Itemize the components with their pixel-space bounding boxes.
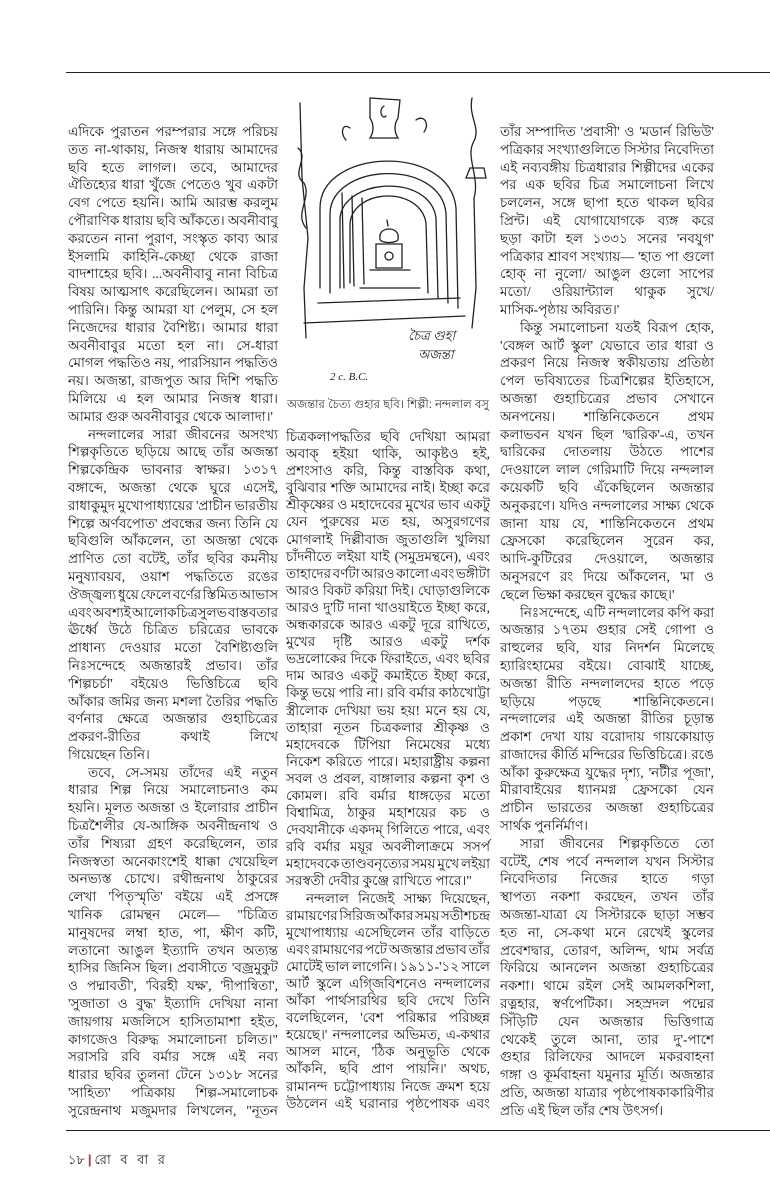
text-line: হয়নি। মূলত অজন্তা ও ইলোরার প্রাচীন [68, 800, 278, 816]
paragraph [68, 123, 278, 426]
text-line: সরাসরি রবি বর্মার সঙ্গে এই নব্য [68, 1049, 278, 1065]
text-line: ভদ্রলোকের দিকে ফিরাইতে, এবং ছবির [286, 651, 490, 667]
text-line: অজন্তা-যাত্রা যে সিস্টারকে ছাড়া সম্ভব [500, 907, 714, 923]
text-column-1 [68, 123, 278, 1120]
text-line: আসল মানে, 'ঠিক অনুভূতি থেকে [286, 1044, 490, 1060]
sketch-inscription: চৈত্র গুহা [408, 328, 456, 343]
text-line: হোক্ না নুলো/ আঙুল গুলো সাপের [500, 266, 714, 282]
text-line: বঙ্গাব্দে, অজন্তা থেকে ঘুরে এসেই, [68, 479, 278, 495]
text-line: দেওয়ালে লাল গেরিমাটি দিয়ে নন্দলাল [500, 462, 714, 478]
text-line: ঊর্ধ্বে উঠে চিত্রিত চরিত্রের ভাবকে [68, 622, 278, 638]
text-line: পারিনি। কিন্তু আমরা যা পেলুম, সে হল [68, 301, 278, 317]
page-footer [68, 1151, 168, 1172]
text-line: আমার গুরু অবনীবাবুর থেকে আলাদা।' [68, 408, 273, 424]
text-line: চাঁদনীতে লইয়া যাই (সমুদ্রমন্থনে), এবং [286, 548, 490, 564]
magazine-name: রো ব বা র [94, 1152, 168, 1167]
text-line: প্রকরণ নিয়ে নিজস্ব স্বকীয়তায় প্রতিষ্ঠা [500, 355, 714, 371]
text-line: রত্নহার, স্বর্ণপেটিকা। সহস্রদল পদ্মের [500, 996, 714, 1012]
text-line: সিঁড়িটি যেন অজন্তার ভিত্তিগাত্র [500, 1013, 714, 1029]
text-line: সুরেন্দ্রনাথ মজুমদার লিখলেন, "নূতন [68, 1102, 278, 1118]
text-line: জায়গায় মজলিসে হাসিতামাশা হইত, [68, 1013, 278, 1029]
text-line: আঁকার জমির জন্য মশলা তৈরির পদ্ধতি [68, 693, 278, 709]
text-line: আরও বিকট করিয়া দিই। ঘোড়াগুলিকে [286, 582, 490, 598]
text-line: নিবেদিতার নিজের হাতে গড়া [500, 871, 714, 887]
text-line: সার্থক পুনর্নির্মাণ। [500, 818, 588, 834]
text-line: প্রকরণ-রীতির কথাই লিখে [68, 729, 278, 745]
text-line: ছবি হতে লাগল। তবে, আমাদের [68, 159, 278, 175]
text-line: আঁকা কুরুক্ষেত্র যুদ্ধের দৃশ্য, 'নটীর পূজা', [500, 764, 714, 780]
text-line: বাদশাহের ছবি। ...অবনীবাবু নানা বিচিত্র [68, 266, 278, 282]
text-line: কলাভবন যখন ছিল 'দ্বারিক'-এ, তখন [500, 426, 714, 442]
text-line: ফ্রেসকো করেছিলেন সুরেন কর, [500, 533, 714, 549]
text-line: দেবযানীকে একদম্ গিলিতে পারে, এবং [286, 822, 490, 838]
text-line: প্রাচীন ভারতের অজন্তা গুহাচিত্রের [500, 800, 714, 816]
text-line: অবনীবাবুর মতো হল না। সে-ধারা [68, 337, 278, 353]
text-line: অনুসরণে রং দিয়ে আঁকলেন, 'মা ও [500, 568, 714, 584]
text-line: সরস্বতী দেবীর কুঞ্জে রাখিতে পারে।" [286, 873, 472, 889]
text-line: আরও দু'টি দানা খাওয়াইতে ইচ্ছা করে, [286, 599, 490, 615]
text-line: অনুকরণে। যদিও নন্দলালের সাক্ষ্য থেকে [500, 497, 714, 513]
text-line: প্রাণিত তো বটেই, তাঁর ছবির কমনীয় [68, 551, 278, 567]
text-line: তাহারা নূতন চিত্রকলার শ্রীকৃষ্ণ ও [286, 719, 490, 735]
text-line: ছবিগুলি আঁকলেন, তা অজন্তা থেকে [68, 533, 278, 549]
text-line: পেল ভবিষ্যতের চিত্রশিল্পের ইতিহাসে, [500, 373, 714, 389]
text-line: শিল্পকেন্দ্রিক ভাবনার স্বাক্ষর। ১৩১৭ [68, 462, 278, 478]
paragraph [500, 835, 714, 1120]
text-line: দাম আরও একটু কমাইতে ইচ্ছা করে, [286, 668, 490, 684]
text-line: আর্ট স্কুলে এগ্জিবিশনেও নন্দলালের [286, 976, 490, 991]
text-line: হাসির জিনিস ছিল। প্রবাসীতে 'বজ্রমুকুট [68, 960, 278, 976]
text-line: 'সাহিত্য' পত্রিকায় শিল্প-সমালোচক [68, 1085, 278, 1101]
text-line: এবং রামায়ণের পটে অজন্তার প্রভাব তাঁর [286, 941, 491, 957]
text-line: দ্বারিকের দোতলায় উঠতে পাশের [500, 444, 714, 460]
text-line: অজন্তা গুহাচিত্রের প্রভাব সেখানে [500, 390, 714, 406]
text-line: চললেন, সঙ্গে ছাপা হতে থাকল ছবির [500, 195, 714, 211]
text-line: নন্দলাল নিজেই সাক্ষ্য দিয়েছেন, [306, 890, 490, 906]
text-line: মোগল পদ্ধতিও নয়, পারসিয়ান পদ্ধতিও [68, 355, 278, 371]
text-line: ও পদ্মাবতী', 'বিরহী যক্ষ', 'দীপান্বিতা', [68, 978, 278, 994]
text-line: কিন্তু সমালোচনা যতই বিরূপ হোক, [520, 319, 714, 335]
text-line: উঠলেন এই ঘরানার পৃষ্ঠপোষক এবং [286, 1095, 490, 1111]
text-column-3 [500, 123, 714, 1120]
text-line: মতো/ ওরিয়ান্ট্যাল থাকুক সুখে/ [500, 284, 714, 300]
text-line: 'বেঙ্গল আর্ট স্কুল' যেভাবে তার ধারা ও [500, 337, 714, 353]
text-line: রাজাদের কীর্তি মন্দিরের ভিত্তিচিত্রে। রঙে [500, 746, 714, 762]
text-line: তাহাদের বর্ণটা আরও কালো এবং ভঙ্গীটা [286, 565, 490, 581]
text-line: তত না-থাকায়, নিজস্ব ধারায় আমাদের [68, 141, 278, 157]
text-line: প্রাধান্য দেওয়ার মতো বৈশিষ্ট্যগুলি [68, 640, 278, 656]
sketch-illustration [290, 88, 495, 393]
text-line: মোটেই ভাল লাগেনি। ১৯১১-'১২ সালে [286, 958, 490, 974]
text-line: আঁকনি, ছবি প্রাণ পায়নি।' অথচ, [286, 1061, 490, 1077]
text-line: হয়েছে।' নন্দলালের অভিমত, এ-কথার [286, 1027, 490, 1043]
text-line: মনুষ্যাবয়ব, ওয়াশ পদ্ধতিতে রঙের [68, 568, 278, 584]
text-line: প্রবেশদ্বার, তোরণ, অলিন্দ, থাম সর্বত্র [500, 942, 714, 958]
text-line: লেখা 'পিতৃস্মৃতি' বইয়ে এই প্রসঙ্গে [68, 889, 278, 905]
text-line: মুখের দৃষ্টি আরও একটু দর্শক [286, 634, 490, 650]
text-line: গুহার রিলিফের আদলে মকরবাহনা [500, 1049, 714, 1065]
text-line: ইসলামি কাহিনি-কেচ্ছা থেকে রাজা [68, 248, 278, 264]
text-line: চিত্রশৈলীর যে-আঙ্গিক অবনীন্দ্রনাথ ও [68, 818, 278, 834]
text-line: বটেই, শেষ পর্বে নন্দলাল যখন সিস্টার [500, 853, 714, 869]
paragraph [286, 890, 490, 1112]
text-line: খানিক রোমন্থন মেলে— "চিত্রিত [68, 907, 278, 923]
text-line: রাহুলের ছবি, যার নিদর্শন মিলেছে [500, 640, 714, 656]
text-line: মোগলাই দিল্লীবাজ জুতাগুলি খুলিয়া [286, 531, 490, 547]
figure-caption: অজন্তার চৈত্য গুহার ছবি। শিল্পী: নন্দলাল বসু [287, 399, 489, 411]
paragraph [500, 319, 714, 604]
text-line: গঙ্গা ও কূর্মবাহনা যমুনার মূর্তি। অজন্তার [500, 1067, 714, 1083]
paragraph [68, 764, 278, 1120]
text-line: এবং অবশ্যই আলোকচিত্রসুলভ বাস্তবতার [68, 604, 278, 620]
paragraph [500, 123, 714, 319]
text-line: তাঁর সম্পাদিত 'প্রবাসী' ও 'মডার্ন রিভিউ' [500, 124, 714, 139]
text-line: ঔজ্জ্বল্য ধুয়ে ফেলে বর্ণের স্তিমিত আভাস [68, 586, 278, 602]
text-line: সবল ও প্রবল, বাঙ্গালার কল্পনা কৃশ ও [286, 770, 490, 786]
text-line: বিষয় আত্মসাৎ করেছিলেন। আমরা তা [68, 284, 278, 300]
text-line: গিয়েছেন তিনি। [68, 746, 150, 762]
text-line: হ্যারিংহামের বইয়ে। বোঝাই যাচ্ছে, [500, 657, 714, 673]
text-line: কোমল। রবি বর্মার ধাঙ্গড়ের মতো [286, 787, 490, 803]
text-column-2 [286, 428, 490, 1112]
text-line: লতানো আঙুল ইত্যাদি তখন অত্যন্ত [68, 942, 278, 958]
text-line: কিন্তু ভয়ে পারি না। রবি বর্মার কাঠখোট্টা [286, 685, 490, 701]
text-line: আঁকা পার্থসারথির ছবি দেখে তিনি [286, 993, 490, 1009]
text-line: বর্ণনার ক্ষেত্রে অজন্তার গুহাচিত্রের [68, 711, 278, 727]
text-line: তবে, সে-সময় তাঁদের এই নতুন [88, 764, 278, 780]
text-line: স্ত্রীলোক দেখিয়া ভয় হয়! মনে হয় যে, [286, 702, 490, 718]
text-line: রাধাকুমুদ মুখোপাধ্যায়ের 'প্রাচীন ভারতীয় [68, 497, 278, 513]
text-line: অনভ্যস্ত চোখে। রথীন্দ্রনাথ ঠাকুরের [68, 871, 278, 887]
text-line: এদিকে পুরাতন পরম্পরার সঙ্গে পরিচয় [68, 124, 278, 139]
text-line: প্রিন্ট। এই যোগাযোগকে ব্যঙ্গ করে [500, 212, 714, 228]
text-line: ফিরিয়ে আনলেন অজন্তা গুহাচিত্রের [500, 960, 714, 976]
text-line: 'সুজাতা ও বুদ্ধ' ইত্যাদি দেখিয়া নানা [68, 996, 278, 1012]
text-line: জানা যায় যে, শান্তিনিকেতনে প্রথম [500, 515, 714, 531]
text-line: করতেন নানা পুরাণ, সংস্কৃত কাব্য আর [68, 230, 278, 246]
paragraph [68, 426, 278, 764]
text-line: মহাদেবকে তাণ্ডবনৃত্যের সময় মুখে লইয়া [286, 856, 490, 872]
text-line: 'শিল্পচর্চা' বইয়েও ভিত্তিচিত্রে ছবি [68, 675, 278, 691]
text-line: বলেছিলেন, 'বেশ পরিষ্কার পরিচ্ছন্ন [286, 1010, 490, 1026]
sketch-inscription: অজন্তা [418, 347, 454, 362]
text-line: প্রতি এই ছিল তাঁর শেষ উৎসর্গ। [500, 1102, 664, 1118]
text-line: বিশ্বামিত্র, ঠাকুর মহাশয়ের কচ ও [286, 805, 490, 821]
text-line: অজন্তার ১৭তম গুহার সেই গোপা ও [500, 622, 714, 638]
text-line: স্থাপত্য নকশা করছেন, তখন তাঁর [500, 889, 714, 905]
text-line: অন্ধকারকে আরও একটু দূরে রাখিতে, [286, 617, 490, 633]
text-line: বেগ পেতে হয়নি। আমি আরম্ভ করলুম [68, 195, 278, 211]
text-line: আদি-কুটিরের দেওয়ালে, অজন্তার [500, 551, 714, 567]
text-line: কয়েকটি ছবি এঁকেছিলেন অজন্তার [500, 479, 714, 495]
text-line: বুঝিবার শক্তি আমাদের নাই। ইচ্ছা করে [286, 480, 490, 496]
text-line: শিল্পে অর্ণবপোত' প্রবন্ধের জন্য তিনি যে [68, 515, 278, 531]
text-line: ধারার ছবির তুলনা টেনে ১৩১৮ সনের [68, 1067, 278, 1083]
text-line: সারা জীবনের শিল্পকৃতিতে তো [520, 835, 714, 851]
text-line: নিঃসন্দেহে, এটি নন্দলালের কপি করা [520, 604, 715, 620]
text-line: প্রতি, অজন্তা যাত্রার পৃষ্ঠপোষকাকারিণীর [500, 1085, 714, 1101]
text-line: ঐতিহ্যের ধারা খুঁজে পেতেও খুব একটা [68, 177, 278, 193]
footer-rule [66, 1130, 770, 1131]
text-line: পত্রিকার শ্রাবণ সংখ্যায়— 'হাত পা গুলো [500, 248, 714, 264]
text-line: তাঁর শিষ্যরা গ্রহণ করেছিলেন, তার [68, 835, 278, 851]
text-line: নয়। অজন্তা, রাজপুত আর দিশি পদ্ধতি [68, 373, 278, 389]
text-line: যেন পুরুষের মত হয়, অসুরগণের [286, 514, 490, 530]
text-line: শিল্পকৃতিতে ছড়িয়ে আছে তাঁর অজন্তা [68, 444, 278, 460]
text-line: মুখোপাধ্যায় এসেছিলেন তাঁর বাড়িতে [286, 924, 490, 940]
text-line: নিজস্বতা অনেকাংশেই ধাক্কা খেয়েছিল [68, 853, 278, 869]
text-line: চিত্রকলাপদ্ধতির ছবি দেখিয়া আমরা [286, 429, 490, 444]
text-line: প্রকাশ দেখা যায় বরোদায় গায়কোয়াড় [500, 729, 714, 745]
text-line: হত না, সে-কথা মনে রেখেই স্কুলের [500, 924, 714, 940]
footer-separator: | [87, 1152, 92, 1167]
text-line: মহাদেবকে টিপিয়া নিমেষের মধ্যে [286, 736, 490, 752]
text-line: ছড়িয়ে পড়ছে শান্তিনিকেতনে। [500, 693, 714, 709]
text-line: নিকেশ করিতে পারে। মহারাষ্ট্রীয় কল্পনা [286, 753, 490, 769]
text-line: মীরাবাইয়ের ধ্যানমগ্ন ফ্রেসকো যেন [500, 782, 714, 798]
text-line: মানুষদের লম্বা হাত, পা, ক্ষীণ কটি, [68, 924, 278, 940]
sketch-date: 2 c. B.C. [330, 371, 369, 383]
text-line: ছেলে ভিক্ষা করছেন বুদ্ধের কাছে।' [500, 586, 675, 602]
text-line: এই নব্যবঙ্গীয় চিত্রধারার শিল্পীদের একের [500, 159, 714, 175]
page-number: ১৮ [68, 1152, 85, 1167]
paragraph [286, 428, 490, 890]
text-line: ধারার শিল্প নিয়ে সমালোচনাও কম [68, 782, 278, 798]
paragraph [500, 604, 714, 835]
header-rule [66, 72, 770, 73]
text-line: অবাক্ হইয়া থাকি, আকৃষ্টও হই, [286, 446, 490, 462]
text-line: রবি বর্মার ময়ূর অবলীলাক্রমে সসর্প [286, 839, 490, 855]
text-line: থেকেই তুলে আনা, তার দু'-পাশে [500, 1031, 714, 1047]
text-line: মিলিয়ে এ হল আমার নিজস্ব ধারা। [68, 390, 278, 406]
text-line: পত্রিকার সংখ্যাগুলিতে সিস্টার নিবেদিতা [500, 141, 714, 157]
text-line: প্রশংসাও করি, কিন্তু বাস্তবিক কথা, [286, 463, 490, 479]
text-line: পৌরাণিক ধারায় ছবি আঁকতে। অবনীবাবু [68, 212, 278, 228]
text-line: নিঃসন্দেহে অজন্তারই প্রভাব। তাঁর [68, 657, 278, 673]
text-line: শ্রীকৃষ্ণের ও মহাদেবের মুখের ভাব একটু [286, 497, 491, 513]
text-line: পর এক ছবির চিত্র সমালোচনা লিখে [500, 177, 714, 193]
text-line: নকশা। থামে রইল সেই আমলকশিলা, [500, 978, 714, 994]
text-line: নিজেদের ধারার বৈশিষ্ট্য। আমার ধারা [68, 319, 278, 335]
text-line: অজন্তা রীতি নন্দলালদের হাতে পড়ে [500, 675, 714, 691]
text-line: নন্দলালের সারা জীবনের অসংখ্য [88, 426, 278, 442]
text-line: নন্দলালের এই অজন্তা রীতির চূড়ান্ত [500, 711, 714, 727]
text-line: রামায়ণের সিরিজ আঁকার সময় সতীশচন্দ্র [286, 907, 490, 923]
text-line: রামানন্দ চট্টোপাধ্যায় নিজে ক্রমশ হয়ে [286, 1078, 490, 1094]
text-line: মাসিক-পৃষ্ঠায় অবিরত।' [500, 301, 620, 317]
text-line: কাগজেও বিরুদ্ধ সমালোচনা চলিত।" [68, 1031, 278, 1047]
text-line: অনপনেয়। শান্তিনিকেতনে প্রথম [500, 408, 714, 424]
text-line: ছড়া কাটা হল ১৩৩১ সনের 'নবযুগ' [500, 230, 714, 246]
